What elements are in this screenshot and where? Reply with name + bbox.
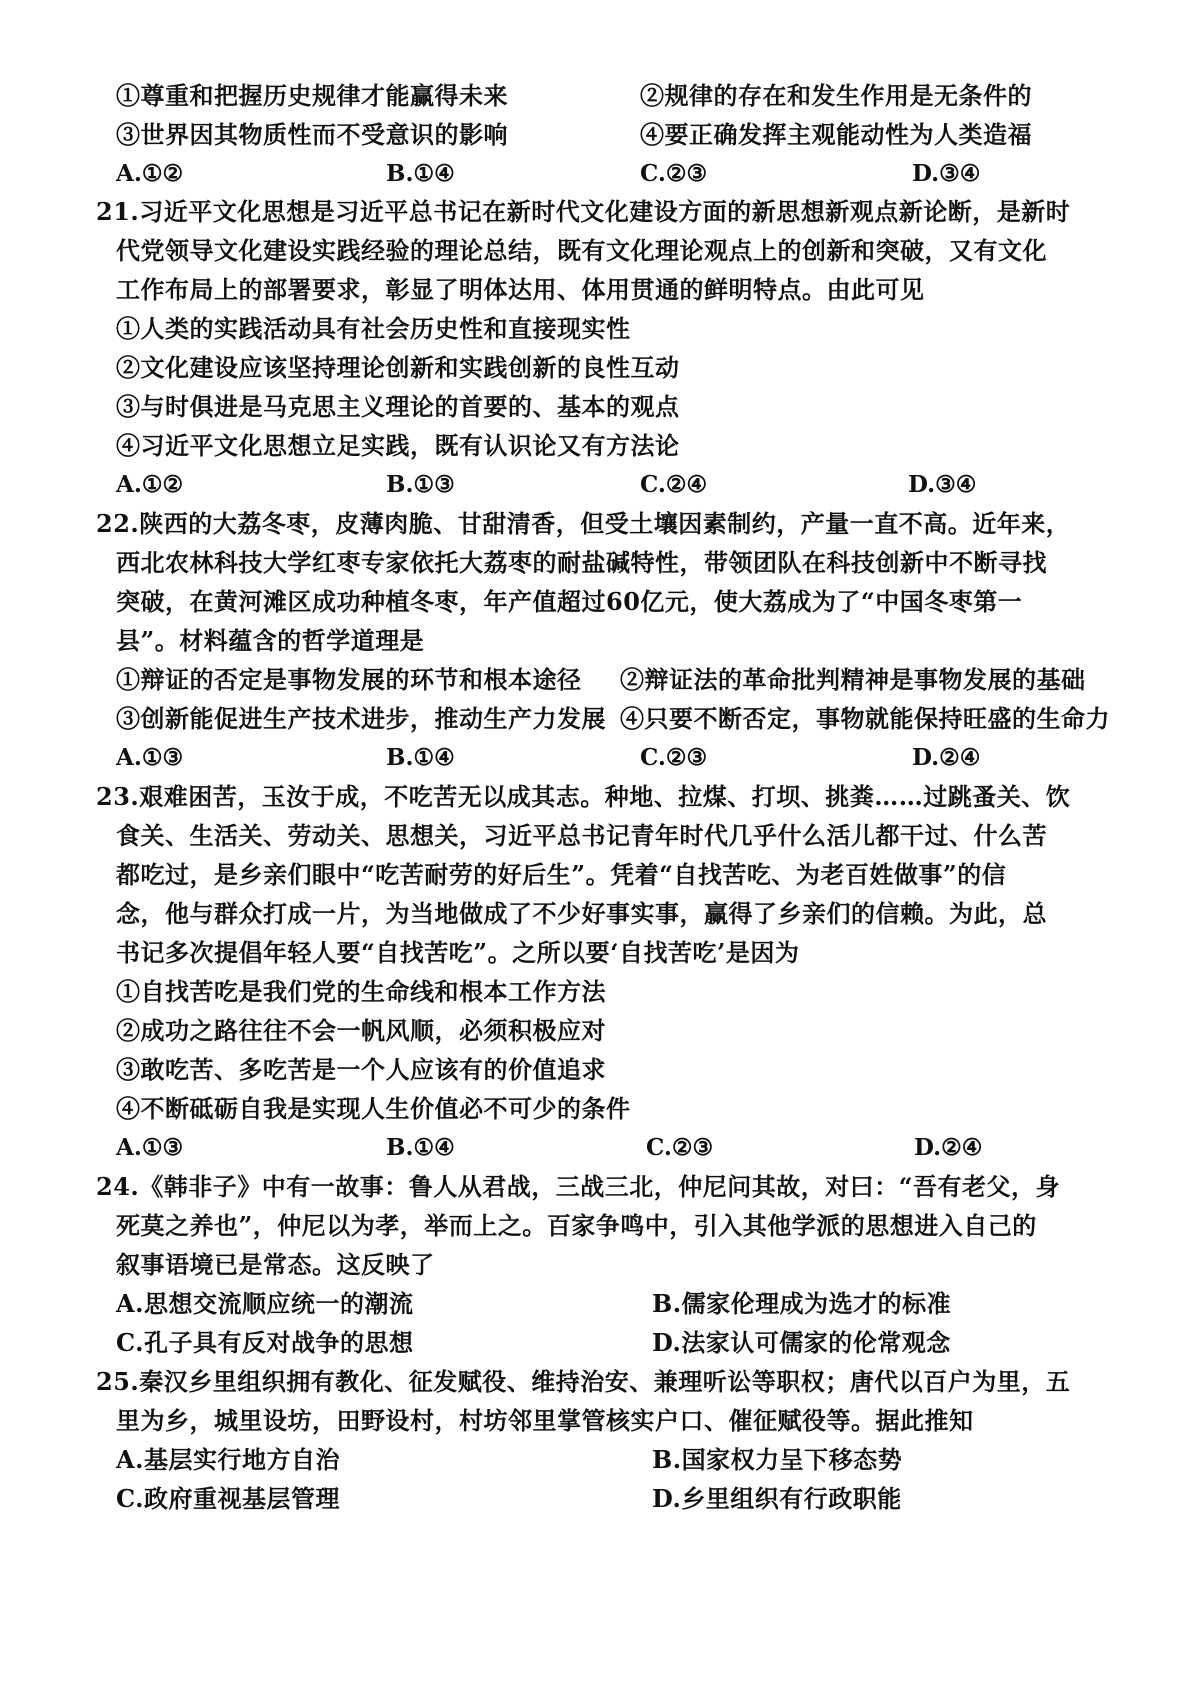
q23-choice-c: C.②③	[646, 1134, 714, 1161]
q23-statement-3: ③敢吃苦、多吃苦是一个人应该有的价值追求	[116, 1055, 606, 1084]
q23-statement-1: ①自找苦吃是我们党的生命线和根本工作方法	[116, 977, 606, 1006]
q21-statement-2: ②文化建设应该坚持理论创新和实践创新的良性互动	[116, 353, 680, 382]
q22-choice-d: D.②④	[912, 744, 981, 771]
q22-choice-b: B.①④	[386, 744, 455, 771]
q24-choice-c: C.孔子具有反对战争的思想	[116, 1328, 414, 1357]
q21-choice-d: D.③④	[908, 471, 977, 498]
q20-statement-2: ②规律的存在和发生作用是无条件的	[640, 81, 1032, 110]
q23-choice-d: D.②④	[914, 1134, 983, 1161]
q25-choice-b: B.国家权力呈下移态势	[652, 1445, 903, 1474]
q23-statement-4: ④不断砥砺自我是实现人生价值必不可少的条件	[116, 1094, 631, 1123]
q21-choice-c: C.②④	[640, 471, 708, 498]
q24-choice-b: B.儒家伦理成为选才的标准	[652, 1289, 952, 1318]
q22-statement-2: ②辩证法的革命批判精神是事物发展的基础	[620, 665, 1086, 694]
q21-stem-line: 代党领导文化建设实践经验的理论总结，既有文化理论观点上的创新和突破，又有文化	[116, 236, 1047, 265]
q20-choice-d: D.③④	[912, 160, 981, 187]
q21-choice-b: B.①③	[386, 471, 455, 498]
q23-stem-line: 食关、生活关、劳动关、思想关，习近平总书记青年时代几乎什么活儿都干过、什么苦	[116, 821, 1047, 850]
q21-stem-line: 工作布局上的部署要求，彰显了明体达用、体用贯通的鲜明特点。由此可见	[116, 275, 925, 304]
q22-stem-line: 县”。材料蕴含的哲学道理是	[116, 626, 425, 655]
q20-statement-1: ①尊重和把握历史规律才能赢得未来	[116, 81, 508, 110]
q22-statement-1: ①辩证的否定是事物发展的环节和根本途径	[116, 665, 582, 694]
q23-stem-line: 23.艰难困苦，玉汝于成，不吃苦无以成其志。种地、拉煤、打坝、挑粪……过跳蚤关、饮	[96, 782, 1071, 811]
q22-choice-a: A.①③	[116, 744, 184, 771]
q21-stem-line: 21.习近平文化思想是习近平总书记在新时代文化建设方面的新思想新观点新论断，是新时	[96, 197, 1071, 226]
q22-stem-line: 突破，在黄河滩区成功种植冬枣，年产值超过60亿元，使大荔成为了“中国冬枣第一	[116, 587, 1023, 616]
q21-statement-4: ④习近平文化思想立足实践，既有认识论又有方法论	[116, 431, 680, 460]
q25-choice-d: D.乡里组织有行政职能	[652, 1484, 902, 1513]
q22-statement-4: ④只要不断否定，事物就能保持旺盛的生命力	[620, 704, 1110, 733]
q21-choice-a: A.①②	[116, 471, 184, 498]
q23-stem-line: 念，他与群众打成一片，为当地做成了不少好事实事，赢得了乡亲们的信赖。为此，总	[116, 899, 1047, 928]
q22-stem-line: 22.陕西的大荔冬枣，皮薄肉脆、甘甜清香，但受土壤因素制约，产量一直不高。近年来，	[96, 509, 1071, 538]
q22-statement-3: ③创新能促进生产技术进步，推动生产力发展	[116, 704, 606, 733]
q24-stem-line: 24.《韩非子》中有一故事：鲁人从君战，三战三北，仲尼问其故，对曰：“吾有老父，身	[96, 1172, 1061, 1201]
q20-choice-c: C.②③	[640, 160, 708, 187]
q25-stem-line: 25.秦汉乡里组织拥有教化、征发赋役、维持治安、兼理听讼等职权；唐代以百户为里，五	[96, 1367, 1071, 1396]
q23-choice-b: B.①④	[386, 1134, 455, 1161]
q22-choice-c: C.②③	[640, 744, 708, 771]
q23-statement-2: ②成功之路往往不会一帆风顺，必须积极应对	[116, 1016, 606, 1045]
q23-stem-line: 都吃过，是乡亲们眼中“吃苦耐劳的好后生”。凭着“自找苦吃、为老百姓做事”的信	[116, 860, 1007, 889]
q25-stem-line: 里为乡，城里设坊，田野设村，村坊邻里掌管核实户口、催征赋役等。据此推知	[116, 1406, 974, 1435]
q22-stem-line: 西北农林科技大学红枣专家依托大荔枣的耐盐碱特性，带领团队在科技创新中不断寻找	[116, 548, 1047, 577]
q25-choice-c: C.政府重视基层管理	[116, 1484, 341, 1513]
q20-choice-a: A.①②	[116, 160, 184, 187]
q25-choice-a: A.基层实行地方自治	[116, 1445, 340, 1474]
q24-choice-a: A.思想交流顺应统一的潮流	[116, 1289, 414, 1318]
q20-choice-b: B.①④	[386, 160, 455, 187]
q24-stem-line: 叙事语境已是常态。这反映了	[116, 1250, 435, 1279]
q21-statement-3: ③与时俱进是马克思主义理论的首要的、基本的观点	[116, 392, 680, 421]
q23-choice-a: A.①③	[116, 1134, 184, 1161]
q21-statement-1: ①人类的实践活动具有社会历史性和直接现实性	[116, 314, 631, 343]
q24-choice-d: D.法家认可儒家的伦常观念	[652, 1328, 951, 1357]
q23-stem-line: 书记多次提倡年轻人要“自找苦吃”。之所以要‘自找苦吃’是因为	[116, 938, 800, 967]
q20-statement-3: ③世界因其物质性而不受意识的影响	[116, 120, 508, 149]
q20-statement-4: ④要正确发挥主观能动性为人类造福	[640, 120, 1032, 149]
q24-stem-line: 死莫之养也”，仲尼以为孝，举而上之。百家争鸣中，引入其他学派的思想进入自己的	[116, 1211, 1037, 1240]
